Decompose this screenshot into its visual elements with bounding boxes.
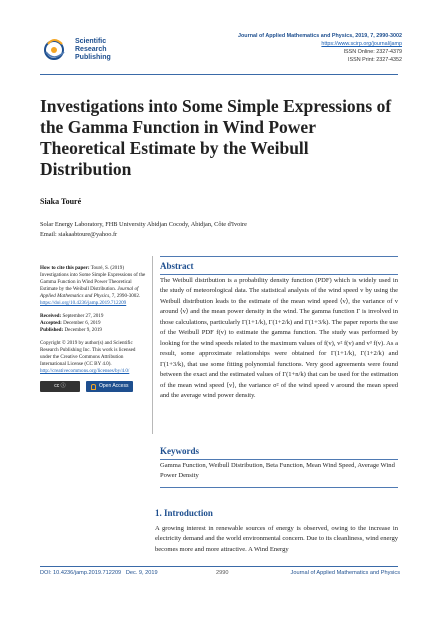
citation <box>40 265 148 307</box>
dates <box>40 313 148 334</box>
issn-online: ISSN Online: 2327-4379 <box>343 49 402 55</box>
introduction-heading: 1. Introduction <box>155 508 213 518</box>
page-number: 2990 <box>216 570 229 576</box>
accepted-label: Accepted: <box>40 320 62 326</box>
cite-text: Touré, S. (2019) Investigations into Some Simple Expressions of the Gamma Function in Wind Power Theoretical Estimate by the Weibull Distribution. <box>40 265 146 292</box>
accepted-date: December 6, 2019 <box>63 320 101 326</box>
footer-doi-date <box>40 570 158 576</box>
abstract-heading: Abstract <box>160 261 194 271</box>
received-date: September 27, 2019 <box>62 313 104 319</box>
cite-label: How to cite this paper: <box>40 265 90 271</box>
affiliation-block <box>40 220 370 240</box>
cite-volume: , 7, 2990-3002. <box>109 293 141 299</box>
abstract-top-rule <box>160 256 398 257</box>
footer-journal: Journal of Applied Mathematics and Physics <box>290 570 400 576</box>
cc-by-badge-icon[interactable]: cc ⓘ <box>40 381 80 392</box>
keywords-heading: Keywords <box>160 446 199 456</box>
abstract-text: The Weibull distribution is a probability density function (PDF) which is widely used in the study of meteorological data. The statistical analysis of the wind speed v by using the Weibull distribution leads to the estimate of the mean wind speed ⟨v⟩, the variance of v around ⟨v⟩ and the mean power density in the wind. The gamma function Γ is involved in those calculations, particularly Γ(1+1/k), Γ(1+2/k) and Γ(1+3/k). The paper reports the use of the Weibull PDF f(v) to estimate the gamma function. The study was performed by looking for the wind speeds related to the maximum values of f(v), v² f(v) and v³ f(v). As a result, some approximate relationships were obtained for Γ(1+1/k), Γ(1+2/k) and Γ(1+3/k), that use some fitting polynomial functions. Very good agreements were found between the exact and the estimated values of Γ(1+n/k) that can be used for the estimation of the mean wind speed ⟨v⟩, the variance σ² of the wind speed v around the mean speed and the average wind power density. <box>160 277 398 399</box>
cite-doi-link[interactable]: https://doi.org/10.4236/jamp.2019.712209 <box>40 300 127 306</box>
footer-doi[interactable]: DOI: 10.4236/jamp.2019.712209 <box>40 570 122 576</box>
footer-date: Dec. 9, 2019 <box>125 570 158 576</box>
open-access-badge <box>86 381 133 392</box>
abstract-heading-rule <box>160 274 398 275</box>
published-date: December 9, 2019 <box>64 327 102 333</box>
column-divider <box>152 256 153 434</box>
journal-info <box>238 32 402 64</box>
journal-url-link[interactable]: https://www.scirp.org/journal/jamp <box>321 41 402 47</box>
issn-print: ISSN Print: 2327-4352 <box>348 57 402 63</box>
cite-journal: Journal of Applied Mathematics and Physics <box>40 286 139 299</box>
copyright-text: Copyright © 2019 by author(s) and Scientific Research Publishing Inc. This work is licensed under the Creative Commons Attribution International License (CC BY 4.0). <box>40 340 136 367</box>
journal-line: Journal of Applied Mathematics and Physics, 2019, 7, 2990-3002 <box>238 33 402 39</box>
license-link[interactable]: http://creativecommons.org/licenses/by/4.0/ <box>40 368 130 374</box>
publisher-name-line: Research <box>75 46 107 53</box>
keywords-text: Gamma Function, Weibull Distribution, Beta Function, Mean Wind Speed, Average Wind Power Density <box>160 462 395 479</box>
author-name: Siaka Touré <box>40 197 82 206</box>
open-access-label: Open Access <box>99 383 129 389</box>
publisher-name <box>75 38 111 62</box>
affiliation: Solar Energy Laboratory, FHB University Abidjan Cocody, Abidjan, Côte d'Ivoire <box>40 221 247 228</box>
author-email: Email: siakaabtoure@yahoo.fr <box>40 231 118 238</box>
copyright-notice <box>40 340 148 375</box>
keywords-bottom-rule <box>160 487 398 488</box>
keywords-heading-rule <box>160 459 398 460</box>
article-info-sidebar <box>40 265 148 392</box>
paper-title: Investigations into Some Simple Expressions of the Gamma Function in Wind Power Theoretical Estimate by the Weibull Distribution <box>40 96 392 179</box>
publisher-name-line: Scientific <box>75 38 107 45</box>
footer-rule <box>40 566 398 567</box>
published-label: Published: <box>40 327 64 333</box>
open-lock-icon <box>91 384 96 390</box>
introduction-text: A growing interest in renewable sources of energy is observed, owing to the increase in electricity demand and the world environmental concern. Due to its cleanliness, wind energy becomes more and more attractive. A Wind Energy <box>155 525 398 553</box>
publisher-name-line: Publishing <box>75 54 111 61</box>
received-label: Received: <box>40 313 62 319</box>
header-rule <box>40 74 398 75</box>
license-badges <box>40 381 148 392</box>
